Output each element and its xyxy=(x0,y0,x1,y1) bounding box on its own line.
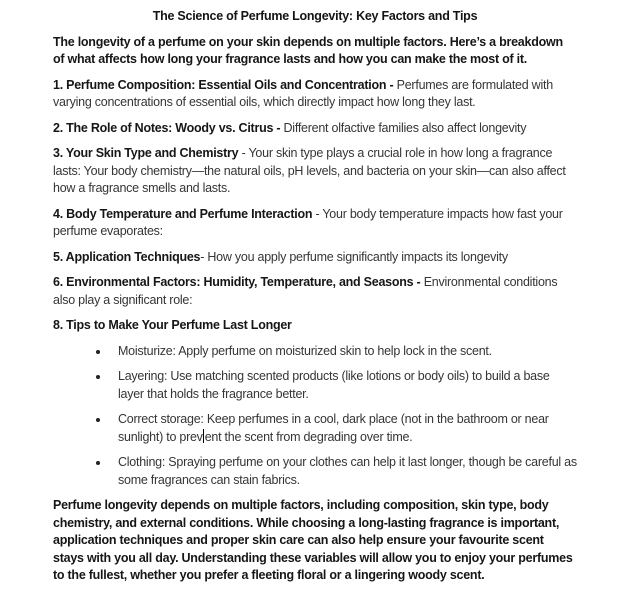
tip-text-before-cursor: Correct storage: Keep perfumes in a cool, dark place (not in the bathroom or near sunlight) to prev xyxy=(118,412,549,444)
section-body: Different olfactive families also affect longevity xyxy=(280,120,527,135)
section-body: Environmental conditions also play a significant role: xyxy=(53,275,558,307)
section-paragraph-4[interactable] xyxy=(53,206,577,241)
section-heading: 5. Application Techniques xyxy=(53,249,201,264)
conclusion-paragraph[interactable] xyxy=(53,497,577,585)
tips-heading-text: 8. Tips to Make Your Perfume Last Longer xyxy=(53,318,292,332)
list-item-storage[interactable] xyxy=(53,411,577,446)
section-body: Perfumes are formulated with varying concentrations of essential oils, which directly impact how long they last. xyxy=(53,77,553,109)
section-heading: 3. Your Skin Type and Chemistry xyxy=(53,146,239,160)
section-paragraph-1[interactable] xyxy=(53,77,577,112)
section-paragraph-6[interactable] xyxy=(53,274,577,309)
section-body: - Your skin type plays a crucial role in how long a fragrance lasts: Your body chemistry—the natural oils, pH levels, and bacteria on your skin—can also affect how a fragrance smells and lasts. xyxy=(53,146,566,195)
section-paragraph-3[interactable] xyxy=(53,145,577,198)
conclusion-text: Perfume longevity depends on multiple factors, including composition, skin type, body chemistry, and external conditions. While choosing a long-lasting fragrance is important, application techniques and proper skin care can also help ensure your favourite scent stays with you all day. Understanding these variables will allow you to enjoy your perfumes to the fullest, whether you prefer a fleeting floral or a lingering woody scent. xyxy=(53,498,573,582)
tip-text: Layering: Use matching scented products (like lotions or body oils) to build a base layer that holds the fragrance better. xyxy=(118,369,550,401)
section-paragraph-2[interactable] xyxy=(53,120,577,138)
section-heading: 2. The Role of Notes: Woody vs. Citrus - xyxy=(53,120,281,135)
tip-text: Moisturize: Apply perfume on moisturized skin to help lock in the scent. xyxy=(118,343,492,358)
tips-list xyxy=(53,343,577,490)
section-heading: 6. Environmental Factors: Humidity, Temperature, and Seasons - xyxy=(53,275,421,289)
section-heading: 4. Body Temperature and Perfume Interaction xyxy=(53,206,313,221)
list-item-clothing[interactable] xyxy=(53,454,577,489)
list-item-layering[interactable] xyxy=(53,368,577,403)
tip-text: Clothing: Spraying perfume on your clothes can help it last longer, though be careful as some fragrances can stain fabrics. xyxy=(118,455,577,487)
tips-heading[interactable] xyxy=(53,317,577,335)
list-item-moisturize[interactable] xyxy=(53,343,577,361)
intro-text: The longevity of a perfume on your skin depends on multiple factors. Here’s a breakdown of what affects how long your fragrance lasts and how you can make the most of it. xyxy=(53,34,563,66)
intro-paragraph[interactable] xyxy=(53,34,577,69)
section-paragraph-5[interactable] xyxy=(53,249,577,267)
section-body: - Your body temperature impacts how fast your perfume evaporates: xyxy=(53,206,563,238)
tip-text-after-cursor: ent the scent from degrading over time. xyxy=(204,429,413,444)
document-title: The Science of Perfume Longevity: Key Factors and Tips xyxy=(152,9,478,23)
section-body: - How you apply perfume significantly impacts its longevity xyxy=(200,249,508,264)
section-heading: 1. Perfume Composition: Essential Oils and Concentration - xyxy=(53,77,394,92)
